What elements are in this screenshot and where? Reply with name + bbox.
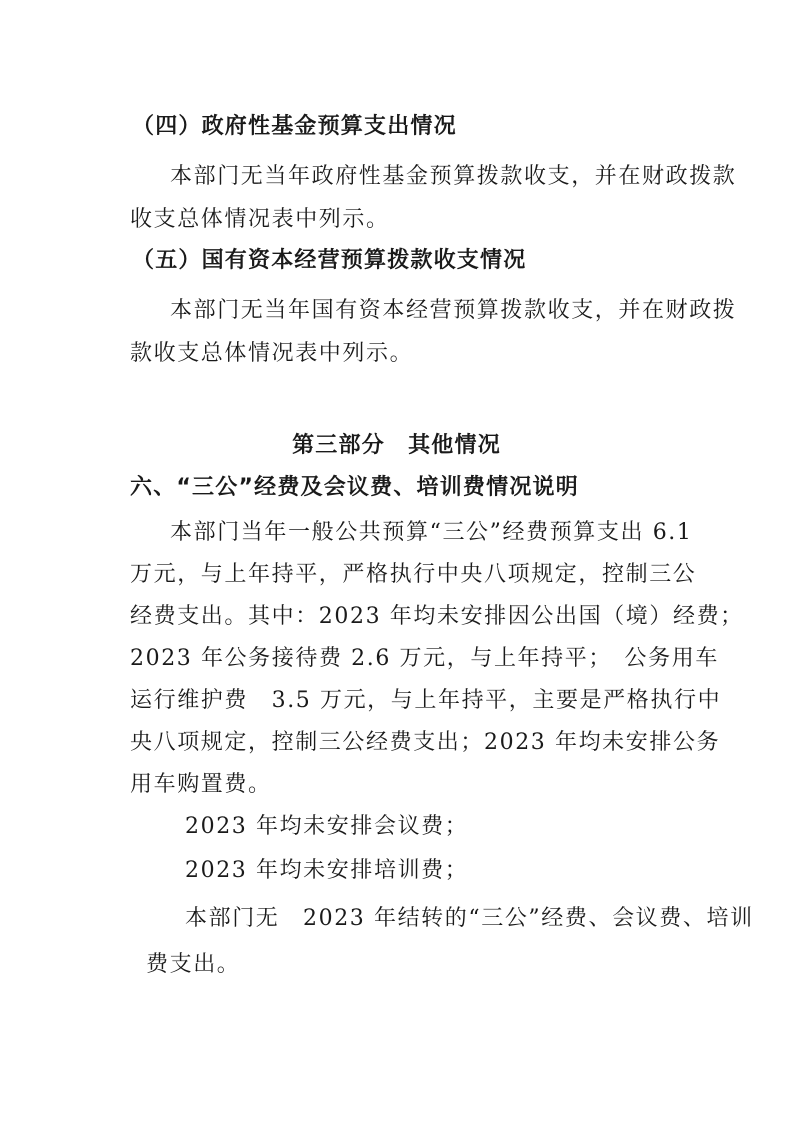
section-4-heading: （四）政府性基金预算支出情况 [132, 114, 457, 139]
section-6-heading: 六、“三公”经费及会议费、培训费情况说明 [130, 475, 579, 500]
section-6-paragraph-line: 央八项规定，控制三公经费支出；2023 年均未安排公务 [130, 730, 721, 755]
section-5-heading: （五）国有资本经营预算拨款收支情况 [132, 248, 527, 273]
section-6-paragraph-line: 本部门当年一般公共预算“三公”经费预算支出 6.1 [170, 520, 693, 545]
carryover-line: 费支出。 [146, 952, 241, 977]
carryover-line: 本部门无 2023 年结转的“三公”经费、会议费、培训 [185, 906, 754, 931]
section-6-paragraph-line: 用车购置费。 [130, 772, 272, 797]
section-6-paragraph-line: 万元，与上年持平，严格执行中央八项规定，控制三公 [130, 562, 697, 587]
section-5-paragraph-line: 款收支总体情况表中列示。 [130, 341, 414, 366]
section-6-paragraph-line: 2023 年公务接待费 2.6 万元，与上年持平； 公务用车 [130, 646, 719, 671]
training-fee-line: 2023 年均未安排培训费； [185, 858, 469, 883]
section-6-paragraph-line: 运行维护费 3.5 万元，与上年持平，主要是严格执行中 [130, 688, 722, 713]
section-5-paragraph-line: 本部门无当年国有资本经营预算拨款收支，并在财政拨 [170, 298, 737, 323]
part-title: 第三部分 其他情况 [292, 433, 501, 458]
section-6-paragraph-line: 经费支出。其中：2023 年均未安排因公出国（境）经费； [130, 604, 744, 629]
section-4-paragraph-line: 本部门无当年政府性基金预算拨款收支，并在财政拨款 [170, 164, 737, 189]
meeting-fee-line: 2023 年均未安排会议费； [185, 814, 469, 839]
section-4-paragraph-line: 收支总体情况表中列示。 [130, 207, 390, 232]
